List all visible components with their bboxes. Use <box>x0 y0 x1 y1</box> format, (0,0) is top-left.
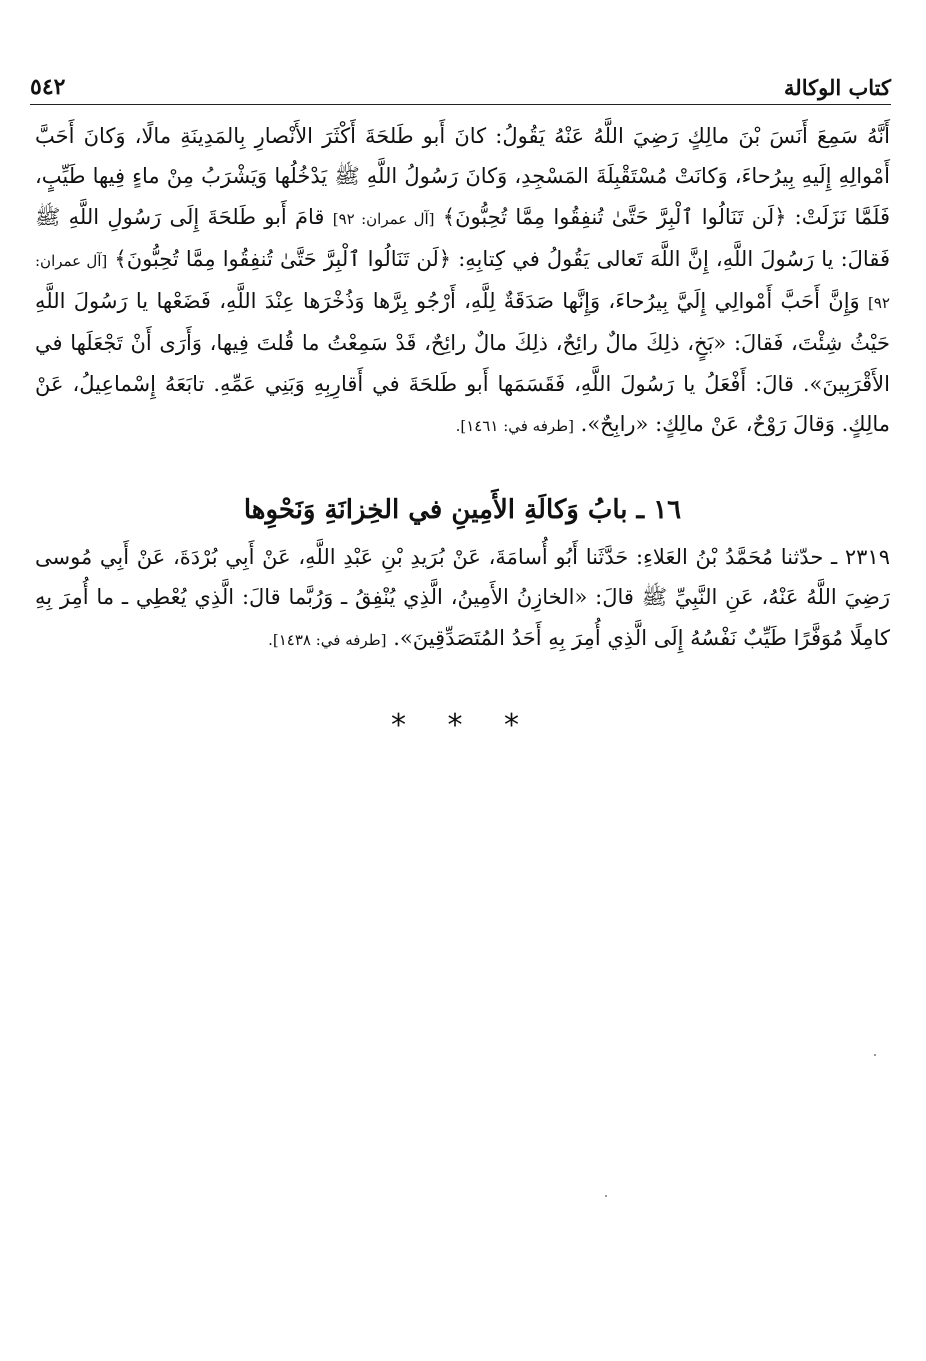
book-title: كتاب الوكالة <box>784 75 891 100</box>
header-rule <box>30 104 891 105</box>
cross-reference: [طرفه في: ١٤٣٨]. <box>268 630 387 649</box>
hadith-2319 <box>35 537 890 660</box>
hadith-text-continued <box>35 116 890 446</box>
scan-speck <box>605 1195 607 1197</box>
scan-speck <box>874 1054 876 1056</box>
hadith-paragraph <box>35 537 890 660</box>
quran-reference: [آل عمران: ٩٢] <box>35 251 890 313</box>
page-number: ٥٤٢ <box>30 74 66 100</box>
chapter-heading: ١٦ ـ بابُ وَكالَةِ الأَمِينِ في الخِزانَةِ وَنَحْوِها <box>243 495 682 525</box>
hadith-passage-3: وَإِنَّ أَحَبَّ أَمْوالِي إِلَيَّ بِيرُحاءَ، وَإِنَّها صَدَقَةٌ لِلَّهِ، أَرْجُو بِرَّها وَذُخْرَها عِنْدَ اللَّهِ، فَضَعْها يا رَسُولَ اللَّهِ حَيْثُ شِئْتَ، فَقالَ: «بَخٍ، ذلِكَ مالٌ رائِحٌ، ذلِكَ مالٌ رائِحٌ، قَدْ سَمِعْتُ ما قُلتَ فِيها، وَأَرَى أَنْ تَجْعَلَها في الأَقْرَبِينَ». قالَ: أَفْعَلُ يا رَسُولَ اللَّهِ، فَقَسَمَها أَبو طَلحَةَ في أَقارِبِهِ وَبَنِي عَمِّهِ. تابَعَهُ إِسْماعِيلُ، عَنْ مالِكٍ. وَقالَ رَوْحٌ، عَنْ مالِكٍ: «رابِحٌ». <box>35 289 890 437</box>
hadith-text: ٢٣١٩ ـ حدّثنا مُحَمَّدُ بْنُ العَلاءِ: حَدَّثَنا أَبُو أُسامَةَ، عَنْ بُرَيدِ بْنِ عَبْدِ اللَّهِ، عَنْ أَبِي بُرْدَةَ، عَنْ أَبِي مُوسى رَضِيَ اللَّهُ عَنْهُ، عَنِ النَّبِيِّ ﷺ قالَ: «الخازِنُ الأَمِينُ، الَّذِي يُنْفِقُ ـ وَرُبَّما قالَ: الَّذِي يُعْطِي ـ ما أُمِرَ بِهِ كامِلًا مُوَفَّرًا طَيِّبٌ نَفْسُهُ إِلَى الَّذِي أُمِرَ بِهِ أَحَدُ المُتَصَدِّقِينَ». <box>35 545 890 650</box>
quran-reference: [آل عمران: ٩٢] <box>332 209 435 228</box>
hadith-passage-1: أَنَّهُ سَمِعَ أَنَسَ بْنَ مالِكٍ رَضِيَ اللَّهُ عَنْهُ يَقُولُ: كانَ أَبو طَلحَةَ أَكْثَرَ الأَنْصارِ بِالمَدِينَةِ مالًا، وَكانَ أَحَبَّ أَمْوالِهِ إِلَيهِ بِيرُحاءَ، وَكانَتْ مُسْتَقْبِلَةَ المَسْجِدِ، وَكانَ رَسُولُ اللَّهِ ﷺ يَدْخُلُها وَيَشْرَبُ مِنْ ماءٍ فِيها طَيِّبٍ، فَلَمَّا نَزَلَتْ: ﴿لَن تَنَالُوا ٱلْبِرَّ حَتَّىٰ تُنفِقُوا مِمَّا تُحِبُّونَ﴾ <box>35 124 890 229</box>
running-header <box>30 66 891 100</box>
hadith-passage-2: قامَ أَبو طَلحَةَ إِلَى رَسُولِ اللَّهِ ﷺ فَقالَ: يا رَسُولَ اللَّهِ، إِنَّ اللَّهَ تَعالى يَقُولُ في كِتابِهِ: ﴿لَن تَنَالُوا ٱلْبِرَّ حَتَّىٰ تُنفِقُوا مِمَّا تُحِبُّونَ﴾ <box>35 204 890 271</box>
cross-reference: [طرفه في: ١٤٦١]. <box>455 417 574 436</box>
section-divider: * * * <box>390 708 536 743</box>
hadith-paragraph <box>35 116 890 446</box>
